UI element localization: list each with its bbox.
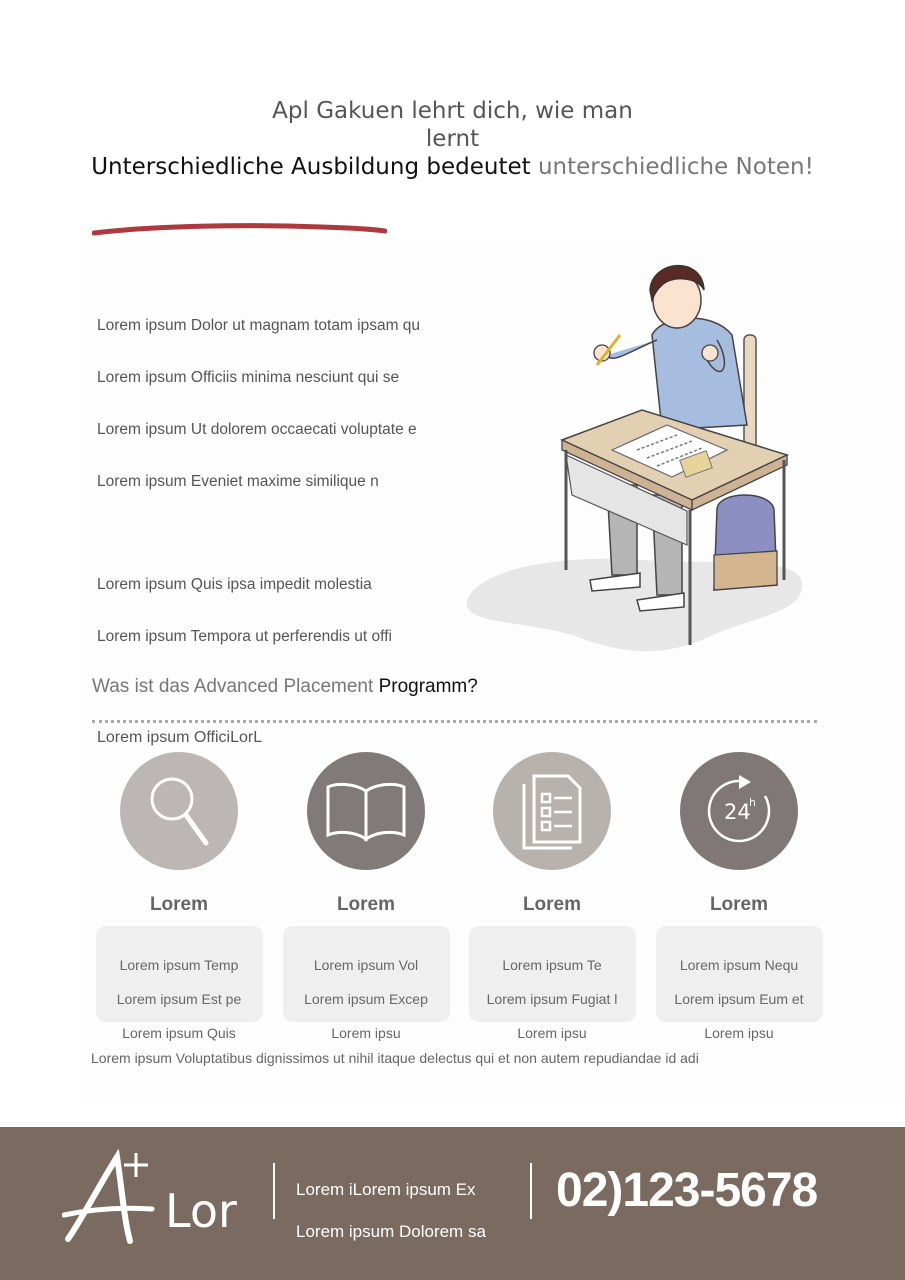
- feature-card-line: Lorem ipsu: [704, 1025, 774, 1041]
- list-item: Lorem ipsum Ut dolorem occaecati voluptate e: [97, 421, 417, 438]
- section-subheading: Lorem ipsum OfficiLorL: [97, 729, 263, 746]
- feature-list: [97, 312, 467, 675]
- page-subtitle: [0, 152, 905, 182]
- feature-card-line: Lorem ipsum Eum et: [674, 991, 804, 1007]
- list-item: Lorem ipsum Quis ipsa impedit molestia: [97, 576, 372, 593]
- book-icon: [324, 779, 408, 843]
- footer-line-1: Lorem iLorem ipsum Ex: [296, 1180, 476, 1199]
- footer: [0, 1127, 905, 1280]
- feature-card-line: Lorem ipsum Excep: [304, 991, 428, 1007]
- section-heading-light: Was ist das Advanced Placement: [92, 676, 374, 697]
- logo-text: Lor: [165, 1184, 237, 1238]
- feature-card-line: Lorem ipsum Te: [502, 957, 602, 973]
- clock-24-label: 24: [724, 800, 751, 824]
- checklist-icon: [520, 772, 584, 850]
- feature-24h: [654, 752, 824, 1041]
- list-item: Lorem ipsum Officiis minima nesciunt qui se: [97, 369, 400, 386]
- feature-icon-circle: [120, 752, 238, 870]
- feature-icon-circle: [307, 752, 425, 870]
- footer-line-2: Lorem ipsum Dolorem sa: [296, 1222, 486, 1241]
- section-heading-dark: Programm?: [378, 676, 478, 697]
- feature-card: [656, 926, 823, 1041]
- feature-title: Lorem: [522, 894, 582, 915]
- phone-number[interactable]: 02)123-5678: [556, 1164, 818, 1217]
- brush-stroke-decoration: [92, 220, 387, 238]
- feature-card-line: Lorem ipsum Est pe: [116, 991, 242, 1007]
- footer-divider: [273, 1163, 275, 1219]
- subtitle-dark: Unterschiedliche Ausbildung bedeutet: [91, 154, 531, 180]
- footer-divider: [530, 1163, 532, 1219]
- feature-card-line: Lorem ipsu: [331, 1025, 401, 1041]
- student-at-desk-illustration: [462, 255, 807, 655]
- feature-card-line: Lorem ipsum Temp: [119, 957, 239, 973]
- feature-card: [283, 926, 450, 1041]
- title-line-1: Apl Gakuen lehrt dich, wie man: [272, 98, 633, 124]
- clock-h-label: h: [749, 796, 756, 809]
- list-spacer: [97, 520, 467, 571]
- feature-book: [281, 752, 451, 1041]
- subtitle-light: unterschiedliche Noten!: [537, 154, 814, 180]
- feature-card: [469, 926, 636, 1041]
- section-heading: [92, 676, 478, 698]
- dotted-divider: [92, 720, 817, 723]
- footer-info: [296, 1169, 486, 1253]
- title-line-2: lernt: [425, 126, 480, 152]
- list-item: Lorem ipsum Dolor ut magnam totam ipsam qu: [97, 317, 421, 334]
- feature-title: Lorem: [149, 894, 209, 915]
- feature-card-line: Lorem ipsum Quis: [122, 1025, 236, 1041]
- list-item: Lorem ipsum Eveniet maxime similique n: [97, 473, 379, 490]
- feature-card-line: Lorem ipsum Fugiat l: [486, 991, 618, 1007]
- feature-card: [96, 926, 263, 1041]
- feature-title: Lorem: [336, 894, 396, 915]
- feature-card-line: Lorem ipsum Nequ: [679, 957, 799, 973]
- feature-title: Lorem: [709, 894, 769, 915]
- feature-card-line: Lorem ipsu: [517, 1025, 587, 1041]
- bottom-note: Lorem ipsum Voluptatibus dignissimos ut nihil itaque delectus qui et non autem repudiandae id adi: [91, 1050, 699, 1066]
- list-item: Lorem ipsum Tempora ut perferendis ut offi: [97, 628, 392, 645]
- feature-icon-circle: [680, 752, 798, 870]
- search-icon: [144, 771, 214, 851]
- feature-checklist: [467, 752, 637, 1041]
- feature-search: [94, 752, 264, 1041]
- page-title: [0, 97, 905, 153]
- feature-icon-circle: [493, 752, 611, 870]
- feature-card-line: Lorem ipsum Vol: [313, 957, 419, 973]
